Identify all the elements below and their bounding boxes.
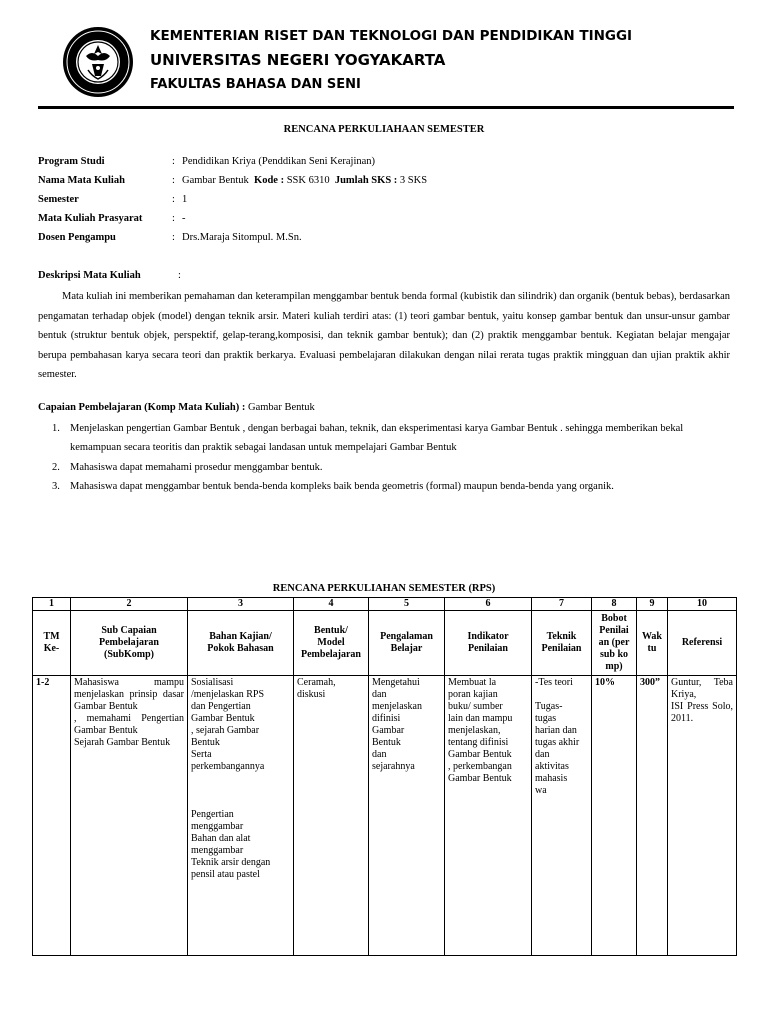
capaian-item-number: 3. [52,481,60,492]
info-colon: : [172,175,175,186]
table-row [33,676,737,956]
bahan-kajian-cell: Sosialisasi /menjelaskan RPS dan Pengertian Gambar Bentuk , sejarah Gambar Bentuk Serta perkembangannya Pengertian menggambar Bahan dan alat menggambar Teknik arsir dengan pensil atau pastel [188,676,294,956]
kode-label: Kode : [254,175,285,186]
info-colon: : [172,156,175,167]
column-header: Bahan Kajian/ Pokok Bahasan [188,611,294,676]
column-header: Bentuk/ Model Pembelajaran [294,611,369,676]
column-header: TM Ke- [33,611,71,676]
sks-label: Jumlah SKS : [334,175,398,186]
kode-value: SSK 6310 [286,175,330,186]
rps-table [32,597,737,956]
capaian-title: Capaian Pembelajaran (Komp Mata Kuliah) : [38,402,246,413]
column-header-row [33,611,737,676]
rps-title: RENCANA PERKULIAHAN SEMESTER (RPS) [272,583,496,594]
ministry-name: KEMENTERIAN RISET DAN TEKNOLOGI DAN PENDIDIKAN TINGGI [150,28,633,44]
document-title: RENCANA PERKULIAHAAN SEMESTER [283,124,485,135]
capaian-subject: Gambar Bentuk [248,402,315,413]
column-number: 3 [188,598,294,611]
info-value [182,175,427,186]
info-label: Semester [38,194,79,205]
capaian-item-text: Mahasiswa dapat menggambar bentuk benda-benda kompleks baik benda geometris (formal) maupun benda-benda yang organik. [70,481,614,492]
column-number: 5 [369,598,445,611]
description-body: Mata kuliah ini memberikan pemahaman dan keterampilan menggambar bentuk benda formal (kubistik dan silindrik) dan organik (bentuk bebas), berdasarkan pengamatan terhadap objek (model) dengan teknik arsir. Materi kuliah terdiri atas: (1) teori gambar bentuk, yaitu konsep gambar bentuk dan unsur-unsur gambar bentuk (struktur bentuk objek, perspektif, gelap-terang,komposisi, dan teknik gambar bentuk); dan (2) praktik menggambar bentuk. Kegiatan belajar mengajar berupa pembahasan karya secara teori dan praktik berkarya. Evaluasi pembelajaran dilakukan dengan nilai rerata tugas praktik mingguan dan ujian praktik akhir semester. [38,291,730,380]
column-header: Wak tu [637,611,668,676]
column-number: 1 [33,598,71,611]
bentuk-cell: Ceramah, diskusi [294,676,369,956]
column-number-row [33,598,737,611]
description-title: Deskripsi Mata Kuliah [38,270,141,281]
course-name: Gambar Bentuk [182,175,249,186]
teknik-cell: -Tes teori Tugas- tugas harian dan tugas akhir dan aktivitas mahasis wa [532,676,592,956]
capaian-item [38,419,730,459]
info-label: Dosen Pengampu [38,232,116,243]
waktu-cell: 300” [637,676,668,956]
info-colon: : [172,194,175,205]
info-label: Mata Kuliah Prasyarat [38,213,143,224]
info-value: 1 [182,194,188,205]
info-value: Drs.Maraja Sitompul. M.Sn. [182,232,302,243]
capaian-item-number: 2. [52,462,60,473]
capaian-item [38,477,730,497]
header-divider [38,106,734,109]
capaian-item-text: Mahasiswa dapat memahami prosedur menggambar bentuk. [70,462,323,473]
bobot-cell: 10% [592,676,637,956]
column-number: 10 [668,598,737,611]
tm-cell: 1-2 [33,676,71,956]
capaian-item-text: Menjelaskan pengertian Gambar Bentuk , dengan berbagai bahan, teknik, dan eksperimentasi karya Gambar Bentuk . sehingga memberikan bekal kemampuan secara teoritis dan praktik sebagai landasan untuk mempelajari Gambar Bentuk [70,423,684,453]
indikator-cell: Membuat la poran kajian buku/ sumber lain dan mampu menjelaskan, tentang difinisi Gambar Bentuk , perkembangan Gambar Bentuk [445,676,532,956]
column-header: Pengalaman Belajar [369,611,445,676]
column-number: 8 [592,598,637,611]
university-logo-icon [62,26,134,98]
description-colon: : [178,270,181,281]
capaian-item [38,458,730,478]
info-label: Program Studi [38,156,105,167]
column-number: 6 [445,598,532,611]
info-value: Pendidikan Kriya (Penddikan Seni Kerajinan) [182,156,376,167]
capaian-item-number: 1. [52,423,60,434]
column-header: Referensi [668,611,737,676]
column-number: 9 [637,598,668,611]
pengalaman-cell: Mengetahui dan menjelaskan difinisi Gambar Bentuk dan sejarahnya [369,676,445,956]
column-number: 2 [71,598,188,611]
capaian-heading [38,402,315,413]
column-header: Bobot Penilai an (per sub ko mp) [592,611,637,676]
info-colon: : [172,232,175,243]
referensi-cell: Guntur, Teba Kriya, ISI Press Solo, 2011. [668,676,737,956]
column-number: 4 [294,598,369,611]
faculty-name: FAKULTAS BAHASA DAN SENI [150,77,361,92]
info-value: - [182,213,186,224]
info-colon: : [172,213,175,224]
column-header: Sub Capaian Pembelajaran (SubKomp) [71,611,188,676]
sks-value: 3 SKS [399,175,428,186]
column-header: Teknik Penilaian [532,611,592,676]
column-header: Indikator Penilaian [445,611,532,676]
sub-capaian-cell: Mahasiswa mampu menjelaskan prinsip dasar Gambar Bentuk , memahami Pengertian Gambar Bentuk Sejarah Gambar Bentuk [71,676,188,956]
university-name: UNIVERSITAS NEGERI YOGYAKARTA [150,51,446,69]
column-number: 7 [532,598,592,611]
info-label: Nama Mata Kuliah [38,175,125,186]
